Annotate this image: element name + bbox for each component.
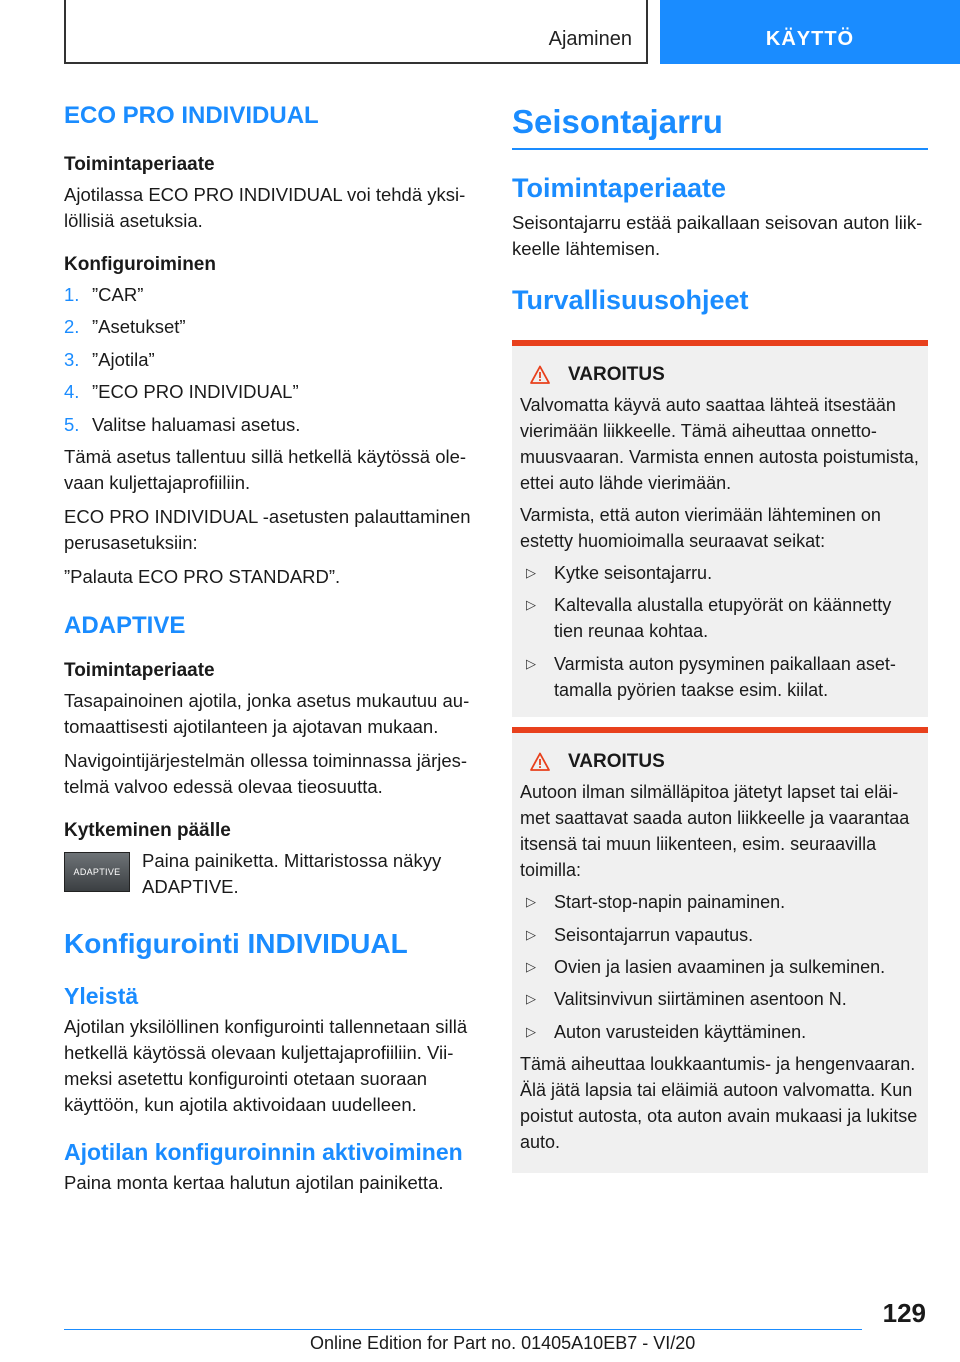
bullet-triangle-icon: ▷: [526, 894, 536, 910]
list-item: ▷ Seisontajarrun vapautus.: [520, 922, 920, 948]
config-note-1: Tämä asetus tallentuu sillä hetkellä käytössä olevaan kuljettajaprofiiliin.: [64, 445, 467, 493]
rb-principle-text: Seisontajarru estää paikallaan seisovan auton liikkeelle lähtemisen.: [512, 212, 923, 259]
bullet-triangle-icon: ▷: [526, 958, 536, 974]
eco-principle-text: Ajotilassa ECO PRO INDIVIDUAL voi tehdä yksilöllisiä asetuksia.: [64, 184, 466, 231]
bullet-triangle-icon: ▷: [526, 926, 536, 942]
list-item: ▷ Start-stop-napin painaminen.: [520, 889, 920, 915]
rb-principle-heading: Toimintaperiaate: [512, 173, 727, 203]
switch-on-heading: Kytkeminen päälle: [64, 819, 231, 841]
section-label: Ajaminen: [548, 28, 632, 50]
switch-on-text: Paina painiketta. Mittaristossa näkyy ADAPTIVE.: [142, 849, 442, 897]
bullet-triangle-icon: ▷: [526, 1023, 536, 1039]
list-item: ▷ Kaltevalla alustalla etupyörät on käännetty tien reunaa kohtaa.: [520, 592, 920, 644]
list-item: ▷ Auton varusteiden käyttäminen.: [520, 1019, 920, 1045]
warning-header: [520, 751, 920, 773]
list-item: 3. ”Ajotila”: [64, 348, 155, 370]
bullet-triangle-icon: ▷: [526, 565, 536, 580]
activation-text: Paina monta kertaa halutun ajotilan painiketta.: [64, 1171, 444, 1193]
individual-title: Konfigurointi INDIVIDUAL: [64, 927, 408, 959]
list-item: 5. Valitse haluamasi asetus.: [64, 413, 301, 435]
list-item: 1. ”CAR”: [64, 284, 144, 305]
adaptive-principle-heading: Toimintaperiaate: [64, 659, 215, 681]
warning-title: VAROITUS: [568, 751, 665, 773]
warning-triangle-icon: [530, 752, 550, 772]
warning-box-2: [512, 727, 928, 1173]
adaptive-text-1: Tasapainoinen ajotila, jonka asetus mukautuu automaattisesti ajotilanteen ja ajotavan mukaan.: [64, 689, 470, 737]
config-note-2: ECO PRO INDIVIDUAL -asetusten palauttaminen perusasetuksiin:: [64, 505, 471, 553]
config-heading: Konfiguroiminen: [64, 254, 216, 275]
chapter-tab: KÄYTTÖ: [660, 0, 960, 64]
warning-title: VAROITUS: [568, 364, 665, 385]
list-item: ▷ Varmista auton pysyminen paikallaan asettamalla pyörien taakse esim. kiilat.: [520, 651, 920, 703]
header-box: [64, 0, 648, 64]
list-item: 4. ”ECO PRO INDIVIDUAL”: [64, 381, 299, 403]
warning-bullets: [520, 560, 920, 703]
adaptive-title: ADAPTIVE: [64, 611, 186, 639]
adaptive-text-2: Navigointijärjestelmän ollessa toiminnassa järjestelmä valvoo edessä olevaa tieosuutta.: [64, 749, 468, 797]
warning-text-2: Varmista, että auton vierimään lähteminen on estetty huomioimalla seuraavat seikat:: [520, 505, 881, 551]
general-text: Ajotilan yksilöllinen konfigurointi tallennetaan sillä hetkellä käytössä olevaan kuljettajaprofiiliin. Viimeksi asetettu konfigurointi otetaan suoraan käyttöön, kun ajotila aktivoidaan uudelleen.: [64, 1015, 468, 1115]
adaptive-button-row: [64, 848, 476, 900]
list-item: ▷ Ovien ja lasien avaaminen ja sulkeminen.: [520, 954, 920, 980]
right-column: [512, 100, 928, 1183]
list-item: ▷ Kytke seisontajarru.: [520, 560, 920, 586]
edition-text: Online Edition for Part no. 01405A10EB7 - VI/20: [310, 1333, 696, 1353]
bullet-triangle-icon: ▷: [526, 991, 536, 1007]
config-note-3: ”Palauta ECO PRO STANDARD”.: [64, 565, 341, 587]
warning-bullets: [520, 889, 920, 1045]
eco-principle-heading: Toimintaperiaate: [64, 154, 215, 175]
page-number: 129: [882, 1298, 926, 1328]
eco-pro-individual-title: ECO PRO INDIVIDUAL: [64, 102, 319, 129]
adaptive-button-image: ADAPTIVE: [64, 852, 130, 892]
footer-divider: [64, 1329, 862, 1330]
config-steps: [64, 282, 476, 438]
parking-brake-title: Seisontajarru: [512, 100, 928, 150]
left-column: [64, 100, 476, 1204]
warning-text-1: Valvomatta käyvä auto saattaa lähteä itsestään vierimään liikkeelle. Tämä aiheuttaa onnettomuusvaaran. Varmista ennen autosta poistumista, ettei auto lähde vierimään.: [520, 395, 919, 493]
warning-box-1: [512, 340, 928, 717]
list-item: ▷ Valitsinvivun siirtäminen asentoon N.: [520, 986, 920, 1012]
bullet-triangle-icon: ▷: [526, 655, 536, 671]
list-item: 2. ”Asetukset”: [64, 316, 186, 338]
general-heading: Yleistä: [64, 982, 139, 1009]
warning-text-2: Tämä aiheuttaa loukkaantumis- ja hengenvaaran. Älä jätä lapsia tai eläimiä autoon valvomatta. Kun poistut autosta, ota auton avain mukaasi ja lukitse auto.: [520, 1054, 918, 1153]
bullet-triangle-icon: ▷: [526, 597, 536, 613]
activation-heading: Ajotilan konfiguroinnin aktivoiminen: [64, 1138, 463, 1165]
warning-triangle-icon: [530, 365, 550, 385]
warning-header: [520, 364, 920, 386]
warning-text-1: Autoon ilman silmälläpitoa jätetyt lapset tai eläimet saattavat saada auton liikkeelle ja vaarantaa itsensä tai muun liikenteen, esim. seuraavilla toimilla:: [520, 782, 910, 881]
safety-heading: Turvallisuusohjeet: [512, 285, 749, 315]
